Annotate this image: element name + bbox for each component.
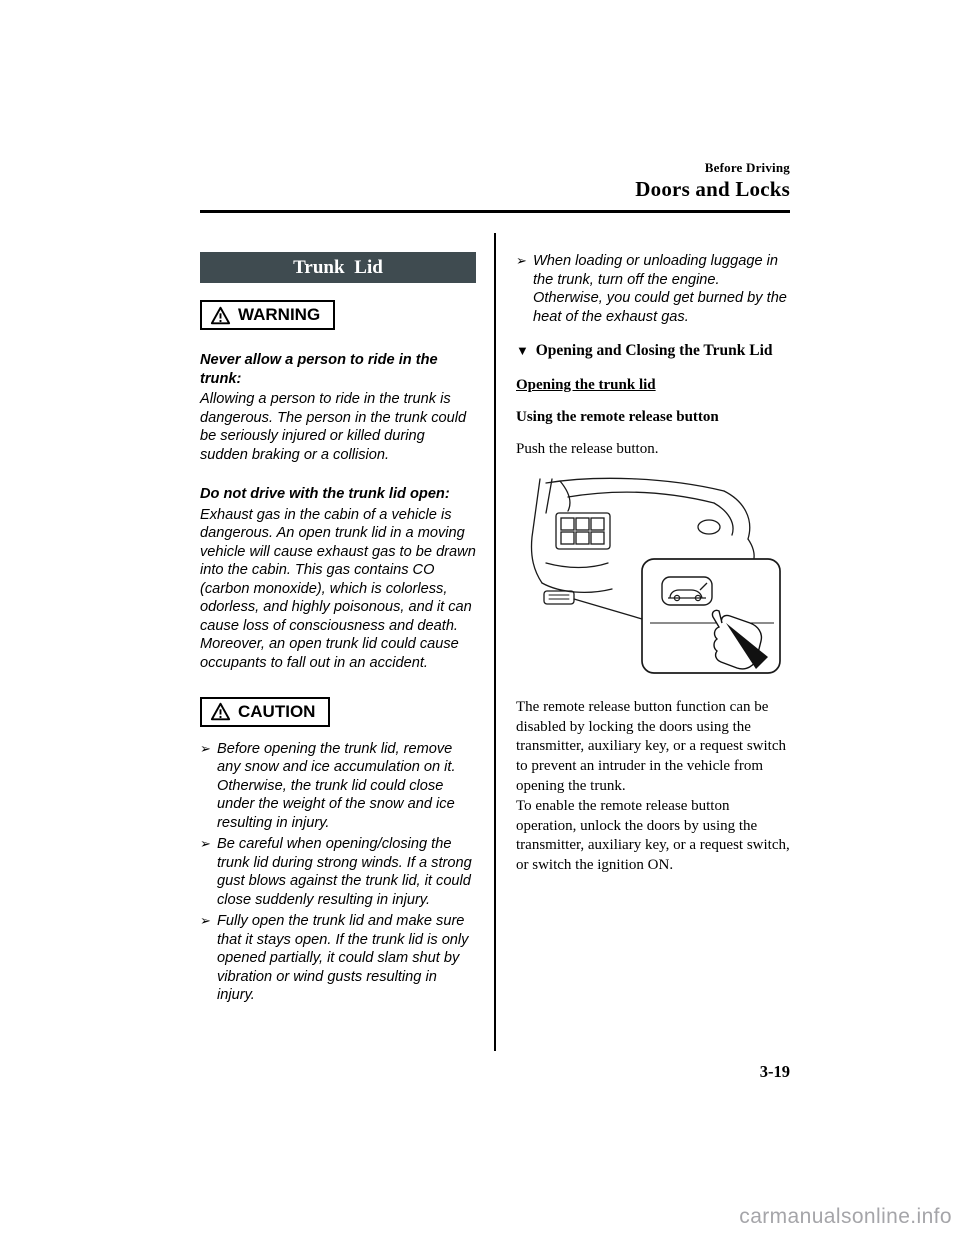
subsection-heading: Opening the trunk lid (516, 376, 656, 393)
caution-item-text: Be careful when opening/closing the trunk lid during strong winds. If a strong gust blows against the trunk lid, it could close suddenly resulting in injury. (217, 836, 472, 908)
right-column (516, 250, 792, 876)
watermark: carmanualsonline.info (739, 1205, 952, 1228)
chapter-name: Before Driving (704, 160, 790, 175)
section-heading (516, 341, 792, 361)
topic-title-bar (200, 252, 476, 283)
header-rule (200, 210, 790, 213)
page-number: 3-19 (759, 1062, 790, 1081)
caution-list-item (200, 912, 476, 1005)
caution-list-item (200, 740, 476, 833)
warning-item-heading: Do not drive with the trunk lid open: (200, 486, 450, 503)
caution-list-item (200, 835, 476, 909)
method-heading: Using the remote release button (516, 409, 719, 426)
warning-item (200, 351, 476, 464)
page-header (200, 160, 790, 202)
warning-item-body: Exhaust gas in the cabin of a vehicle is dangerous. An open trunk lid in a moving vehicle will cause exhaust gas to be drawn into the cabin. This gas contains CO (carbon monoxide), which is colorless, odorless, and highly poisonous, and it can cause loss of consciousness and death. Moreover, an open trunk lid could cause occupants to fall out in an accident. (200, 506, 476, 671)
topic-title: Trunk Lid (293, 257, 383, 278)
caution-item-text: Before opening the trunk lid, remove any snow and ice accumulation on it. Otherwise, the trunk lid could close under the weight of the snow and ice resulting in injury. (217, 740, 456, 831)
body-paragraph: To enable the remote release button operation, unlock the doors by using the transmitter, auxiliary key, or a request switch, or switch the ignition ON. (516, 797, 790, 874)
arrow-bullet-icon: ➢ (200, 836, 211, 852)
body-paragraph: The remote release button function can be disabled by locking the doors using the transmitter, auxiliary key, or a request switch to prevent an intruder in the vehicle from opening the trunk. (516, 698, 787, 794)
arrow-bullet-icon: ➢ (200, 913, 211, 929)
caution-list (200, 740, 476, 1005)
left-column (200, 252, 476, 1005)
warning-item (200, 485, 476, 672)
warning-label: WARNING (238, 305, 321, 324)
instruction-text: Push the release button. (516, 441, 659, 458)
arrow-bullet-icon: ➢ (516, 253, 527, 268)
column-divider (494, 233, 496, 1051)
section-heading-text: Opening and Closing the Trunk Lid (535, 342, 773, 360)
section-marker-icon: ▼ (516, 343, 529, 359)
trunk-release-illustration (516, 473, 792, 685)
note-list-item (516, 252, 792, 326)
warning-item-body: Allowing a person to ride in the trunk is dangerous. The person in the trunk could be seriously injured or killed during sudden braking or a collision. (200, 391, 467, 463)
warning-item-heading: Never allow a person to ride in the trunk: (200, 352, 438, 387)
warning-triangle-icon (210, 306, 231, 325)
caution-label: CAUTION (238, 701, 316, 721)
caution-triangle-icon (210, 702, 231, 721)
note-item-text: When loading or unloading luggage in the trunk, turn off the engine. Otherwise, you could get burned by the heat of the exhaust gas. (533, 253, 787, 325)
caution-box (200, 697, 330, 727)
caution-item-text: Fully open the trunk lid and make sure that it stays open. If the trunk lid is only opened partially, it could slam shut by vibration or wind gusts resulting in injury. (217, 913, 469, 1004)
arrow-bullet-icon: ➢ (200, 740, 211, 756)
warning-box (200, 300, 335, 330)
section-title: Doors and Locks (635, 177, 790, 201)
